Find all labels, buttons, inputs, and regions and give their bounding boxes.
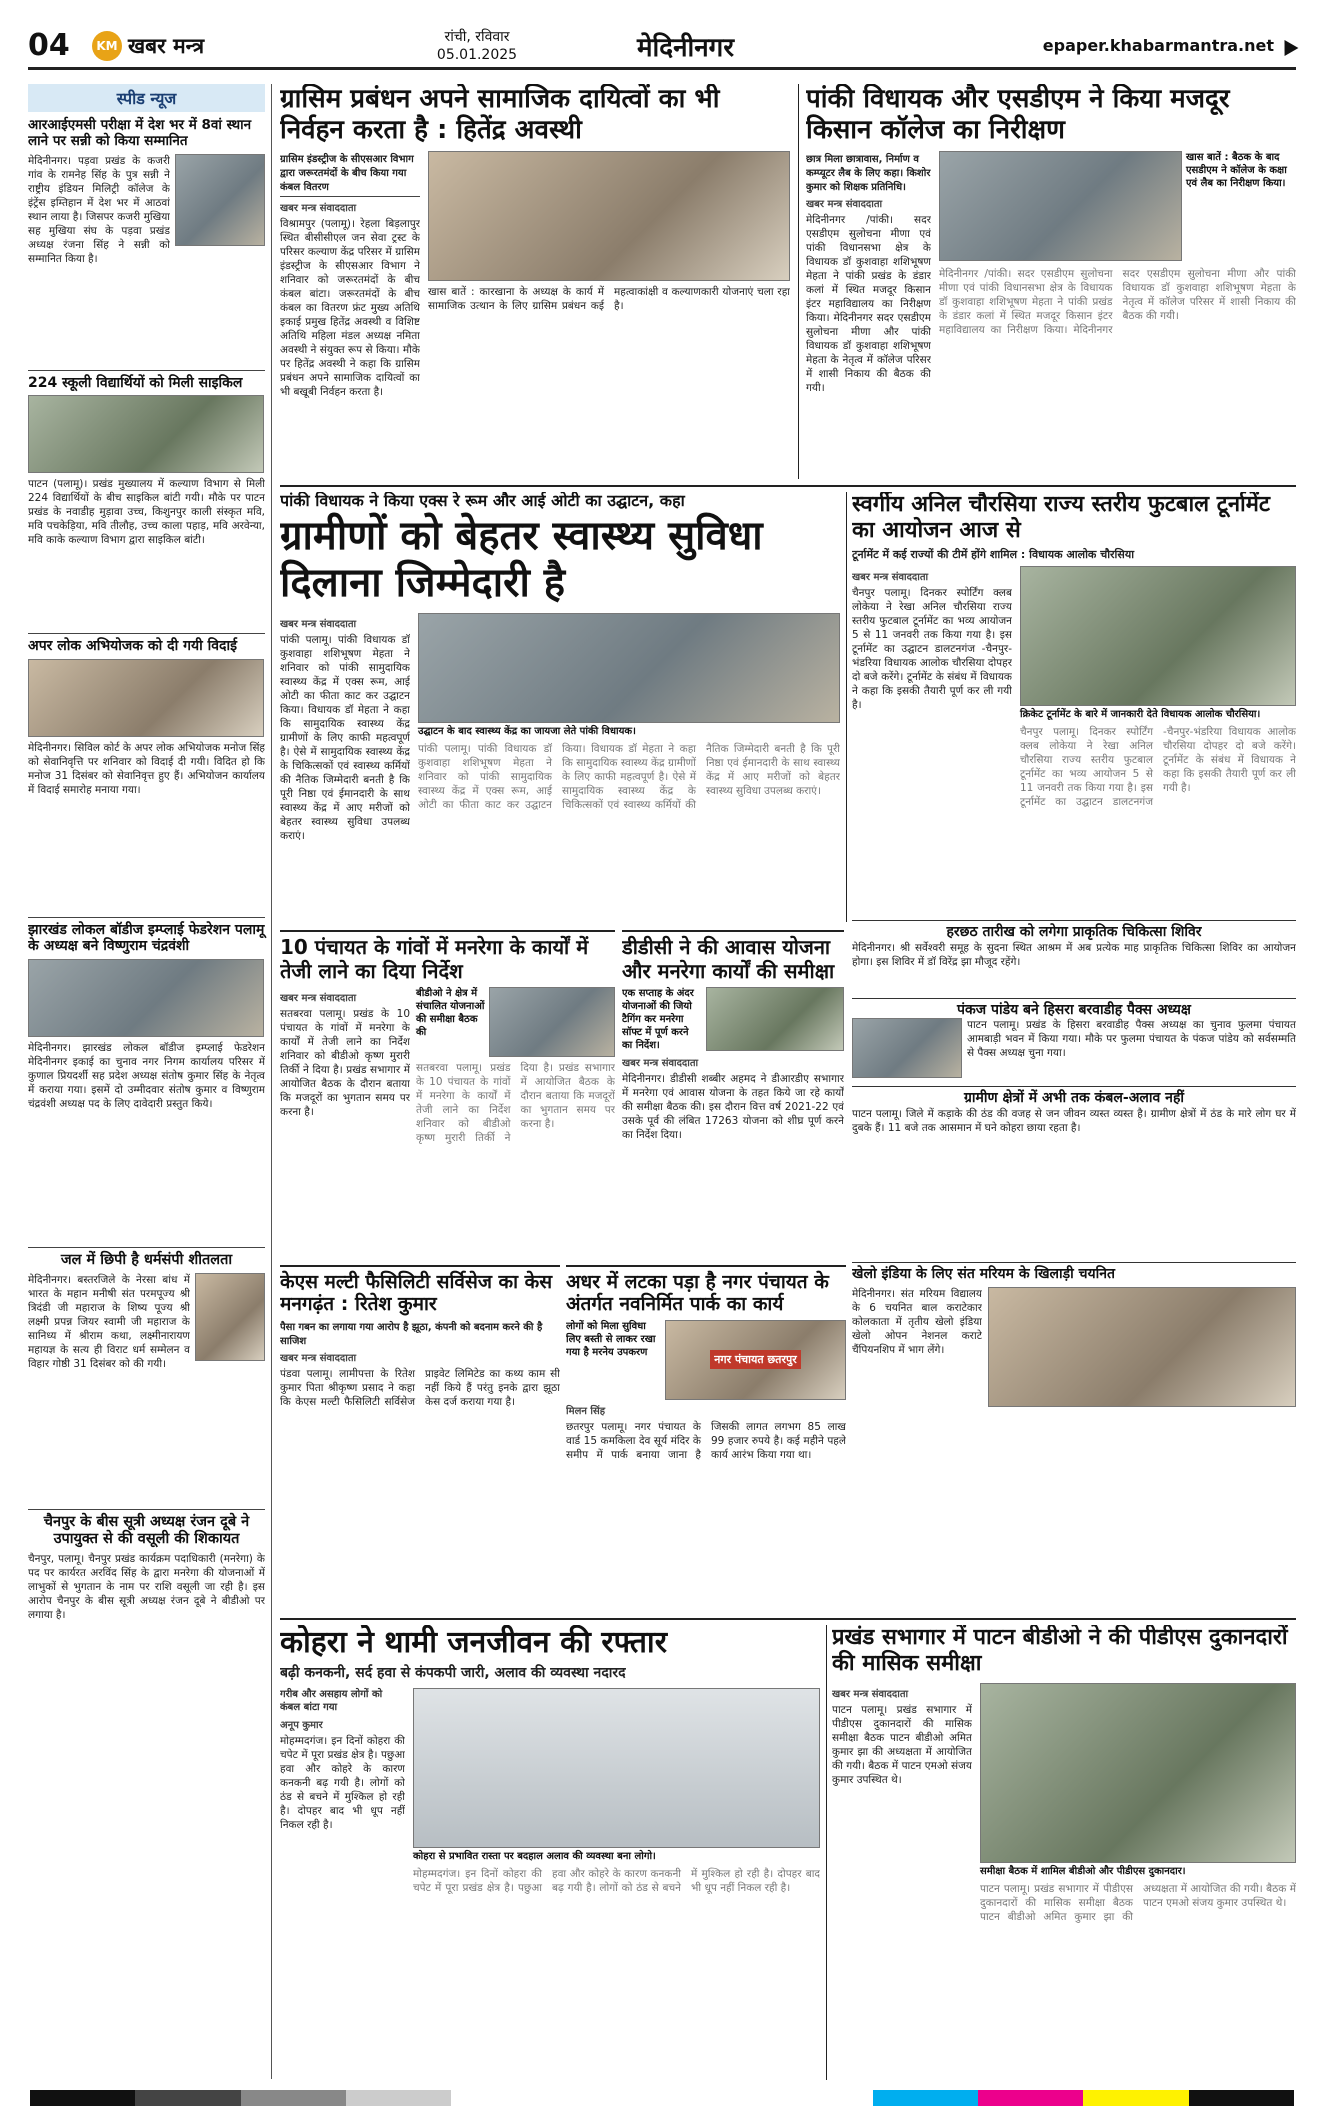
pacs-photo (852, 1018, 962, 1078)
issue-date: 05.01.2025 (436, 46, 518, 63)
article-byline: खबर मन्त्र संवाददाता (280, 993, 357, 1005)
article-caption: कोहरा से प्रभावित रास्ता पर बदहाल अलाव की व्यवस्था बना लोगो। (413, 1850, 820, 1863)
article-kicker: पांकी विधायक ने किया एक्स रे रूम और आई ओटी का उद्घाटन, कहा (280, 492, 685, 510)
article-khelo-india (852, 1262, 1296, 1542)
article-ks-multi (280, 1265, 560, 1615)
speed-news-column (28, 84, 272, 2079)
article-headline: डीडीसी ने की आवास योजना और मनरेगा कार्यों की समीक्षा (622, 935, 835, 983)
news-item-body: मेदिनीनगर। पड़वा प्रखंड के कजरी गांव के रामनेह सिंह के पुत्र सन्नी ने राष्ट्रीय इंडियन मिलिट्री कॉलेज के इंट्रेंस इम्तिहान में देश भर में आठवां स्थान लाया है। जिसपर कजरी मुखिया सह मुखिया संघ के पड़वा प्रखंड अध्यक्ष रंजना सिंह ने सन्नी को सम्मानित किया है। (28, 154, 170, 265)
news-item-body: चैनपुर, पलामू। चैनपुर प्रखंड कार्यक्रम पदाधिकारी (मनरेगा) के पद पर कार्यरत अरविंद सिंह के द्वारा मनरेगा की योजनाओं में लाभुकों से भुगतान के नाम पर राशि वसूली जा रही है। इस आरोप चैनपुर के बीस सूत्री अध्यक्ष रंजन दूबे ने बीडीओ पर लगाया है। (28, 1553, 265, 1622)
news-item-sunny (28, 118, 265, 364)
brief-body: पाटन पलामू। प्रखंड के हिसरा बरवाडीह पैक्स अध्यक्ष का चुनाव फुलमा पंचायत आमबाड़ी भवन में किया गया। मौके पर फुलमा पंचायत के पंकज पांडेय को सर्वसम्मति से पैक्स अध्यक्ष चुना गया। (967, 1019, 1296, 1060)
article-panki-college (806, 84, 1296, 482)
brief-headline: ग्रामीण क्षेत्रों में अभी तक कंबल-अलाव नहीं (963, 1090, 1185, 1107)
article-subdeck: ग्रासिम इंडस्ट्रीज के सीएसआर विभाग द्वारा जरूरतमंदों के बीच किया गया कंबल वितरण (280, 151, 420, 197)
section-rule (280, 1618, 1296, 1620)
column-rule (846, 492, 847, 922)
location-day: रांची, रविवार (444, 28, 510, 45)
news-item-federation (28, 917, 265, 1241)
brief-headline: पंकज पांडेय बने हिसरा बरवाडीह पैक्स अध्यक्ष (957, 1001, 1191, 1018)
article-caption: उद्घाटन के बाद स्वास्थ्य केंद्र का जायजा लेते पांकी विधायक। (418, 725, 840, 738)
article-body-continued: चैनपुर पलामू। दिनकर स्पोर्टिंग क्लब लोकेया ने रेखा अनिल चौरसिया राज्य स्तरीय फुटबाल टूर्नामेंट का भव्य आयोजन 5 से 11 जनवरी तक किया गया है। इस टूर्नामेंट का उद्घाटन डालटनगंज -चैनपुर-भंडरिया विधायक आलोक चौरसिया दोपहर दो बजे करेंगे। टूर्नामेंट के संबंध में विधायक ने कहा कि इसकी तैयारी पूर्ण कर ली गयी है। (1020, 725, 1296, 808)
article-headline: कोहरा ने थामी जनजीवन की रफ्तार (280, 1625, 667, 1660)
article-byline: खबर मन्त्र संवाददाता (280, 619, 357, 631)
cursor-icon (1278, 35, 1299, 55)
article-caption: क्रिकेट टूर्नामेंट के बारे में जानकारी देते विधायक आलोक चौरसिया। (1020, 708, 1296, 721)
article-football (852, 492, 1296, 912)
article-byline: खबर मन्त्र संवाददाता (852, 571, 929, 583)
news-item-headline: चैनपुर के बीस सूत्री अध्यक्ष रंजन दूबे ने उपायुक्त से की वसूली की शिकायत (43, 1514, 250, 1548)
article-body-continued: सतबरवा पलामू। प्रखंड के 10 पंचायत के गांवों में मनरेगा के कार्यों में तेजी लाने का निर्देश शनिवार को बीडीओ कृष्ण मुरारी तिर्की ने दिया है। प्रखंड सभागार में आयोजित बैठक के दौरान बताया कि मजदूरों का भुगतान समय पर करना है। (416, 1062, 615, 1145)
article-headline: 10 पंचायत के गांवों में मनरेगा के कार्यों में तेजी लाने का दिया निर्देश (280, 935, 589, 983)
karate-team-photo (988, 1287, 1296, 1407)
article-panki-health (280, 492, 840, 922)
football-meeting-photo (1020, 566, 1296, 706)
article-byline: खबर मन्त्र संवाददाता (806, 199, 883, 211)
news-item-headline: अपर लोक अभियोजक को दी गयी विदाई (28, 638, 237, 655)
news-item-farewell (28, 633, 265, 911)
article-body: मेदिनीनगर /पांकी। सदर एसडीएम सुलोचना मीणा एवं पांकी विधानसभा क्षेत्र के विधायक डॉ कुशवाहा शशिभूषण मेहता ने पांकी प्रखंड के डंडार कलां में स्थित मजदूर किसान इंटर महाविद्यालय का निरीक्षण किया। मेदिनीनगर सदर एसडीएम सुलोचना मीणा और पांकी विधायक डॉ कुशवाहा शशिभूषण मेहता के नेतृत्व में कॉलेज परिसर में शासी निकाय की बैठक की गयी। (806, 214, 931, 395)
article-mgnrega (280, 930, 615, 1260)
article-headline: केएस मल्टी फैसिलिटी सर्विसेज का केस मनगढ़ंत : रितेश कुमार (280, 1271, 553, 1316)
print-registration-bar (30, 2090, 1294, 2106)
news-item-dharma (28, 1247, 265, 1503)
brief-body: पाटन पलामू। जिले में कड़ाके की ठंड की वजह से जन जीवन व्यस्त व्यस्त है। ग्रामीण क्षेत्रों में ठंड के मारे लोग घर में दुबके हैं। 11 बजे तक आसमान में घने कोहरा छाया रहता है। (852, 1107, 1296, 1134)
article-subdeck: टूर्नामेंट में कई राज्यों की टीमें होंगे शामिल : विधायक आलोक चौरसिया (852, 547, 1135, 561)
article-body: सतबरवा पलामू। प्रखंड के 10 पंचायत के गांवों में मनरेगा के कार्यों में तेजी लाने का निर्देश शनिवार को बीडीओ कृष्ण मुरारी तिर्की ने दिया है। प्रखंड सभागार में आयोजित बैठक के दौरान बताया कि मजदूरों का भुगतान समय पर करना है। (280, 1008, 410, 1119)
ddc-meeting-photo (706, 987, 844, 1051)
article-byline: खबर मन्त्र संवाददाता (280, 1352, 357, 1364)
swami-portrait (195, 1273, 265, 1361)
column-rule (798, 84, 799, 479)
article-headline: प्रखंड सभागार में पाटन बीडीओ ने की पीडीएस दुकानदारों की मासिक समीक्षा (832, 1625, 1288, 1676)
article-body: विश्रामपुर (पलामू)। रेहला बिड़लापुर स्थित बीसीसीएल जन सेवा ट्रस्ट के परिसर कल्याण केंद्र परिसर में ग्रासिम इंडस्ट्रीज के सीएसआर विभाग ने शनिवार को जरूरतमंदों के बीच कंबल बांटा। जरूरतमंदों के बीच कंबल का वितरण फ्रंट मुख्य अतिथि इकाई प्रमुख हितेंद्र अवस्थी व विशिष्ट अतिथि महिला मंडल अध्यक्ष नमिता अवस्थी ने संयुक्त रूप से किया। मौके पर हितेंद्र अवस्थी ने कहा कि ग्रासिम प्रबंधन अपने सामाजिक दायित्वों का भी बखूबी निर्वहन करता है। (280, 218, 420, 399)
article-subdeck-secondary: गरीब और असहाय लोगों को कंबल बांटा गया (280, 1688, 405, 1714)
column-rule (826, 1625, 827, 2080)
article-pds (832, 1625, 1296, 2080)
article-body: पाटन पलामू। प्रखंड सभागार में पीडीएस दुकानदारों की मासिक समीक्षा बैठक पाटन बीडीओ अमित कुमार झा की अध्यक्षता में आयोजित की गयी। बैठक में पाटन एमओ संजय कुमार उपस्थित थे। (832, 1703, 972, 1786)
article-body-continued: मोहम्मदगंज। इन दिनों कोहरा की चपेट में पूरा प्रखंड क्षेत्र है। पछुआ हवा और कोहरे के कारण कनकनी बढ़ गयी है। लोगों को ठंड से बचने में मुश्किल हो रही है। दोपहर बाद भी धूप नहीं निकल रही है। (413, 1868, 820, 1895)
masthead (28, 24, 1296, 70)
news-item-body: मेदिनीनगर। बस्तरजिले के नेरसा बांध में भारत के महान मनीषी संत परमपूज्य श्री त्रिदंडी जी महाराज के शिष्य पूज्य श्री लक्ष्मी प्रपन्न जियर स्वामी जी महाराज के सानिध्य में श्रीराम कथा, लक्ष्मीनारायण महायज्ञ के सत्य ही विराट धर्म सम्मेलन व विहार गोष्ठी 31 दिसंबर को की गयी। (28, 1274, 190, 1371)
cycle-distribution-photo (28, 395, 264, 473)
article-byline: खबर मन्त्र संवाददाता (622, 1058, 699, 1070)
dateline (402, 28, 552, 64)
brief-headline: हरछठ तारीख को लगेगा प्राकृतिक चिकित्सा शिविर (946, 924, 1202, 940)
article-body: मेदिनीनगर। संत मरियम विद्यालय के 6 चयनित बाल कराटेकार कोलकाता में तृतीय खेलो इंडिया खेलो ओपन नेशनल कराटे चैंपियनशिप में भाग लेंगे। (852, 1287, 982, 1356)
article-headline: अधर में लटका पड़ा है नगर पंचायत के अंतर्गत नवनिर्मित पार्क का कार्य (566, 1271, 829, 1316)
article-body: छतरपुर पलामू। नगर पंचायत के वार्ड 15 कमकिला देव सूर्य मंदिर के समीप में पार्क बनाया जाना है जिसकी लागत लगभग 85 लाख 99 हजार रुपये है। कई महीने पहले कार्य आरंभ किया गया था। (566, 1420, 846, 1461)
article-headline: स्वर्गीय अनिल चौरसिया राज्य स्तरीय फुटबाल टूर्नामेंट का आयोजन आज से (852, 492, 1270, 543)
edition-name: मेदिनीनगर (637, 32, 734, 63)
park-photo (665, 1320, 846, 1400)
foggy-road-photo (413, 1688, 820, 1848)
federation-photo (28, 959, 264, 1037)
news-item-body: मेदिनीनगर। सिविल कोर्ट के अपर लोक अभियोजक मनोज सिंह को सेवानिवृत्ति पर शनिवार को विदाई दी गयी। विदित हो कि मनोज 31 दिसंबर को सेवानिवृत्त हुए हैं। अभियोजन कार्यालय में विदाई समारोह मनाया गया। (28, 741, 265, 796)
article-subdeck: पैसा गबन का लगाया गया आरोप है झूठा, कंपनी को बदनाम करने की है साजिश (280, 1321, 543, 1347)
news-item-complaint (28, 1509, 265, 1732)
article-subdeck: लोगों को मिला सुविधा लिए बस्ती से लाकर रखा गया है मरनेय उपकरण (566, 1320, 661, 1400)
bdo-meeting-photo (489, 987, 615, 1057)
article-ddc (622, 930, 844, 1260)
article-body: चैनपुर पलामू। दिनकर स्पोर्टिंग क्लब लोकेया ने रेखा अनिल चौरसिया राज्य स्तरीय फुटबाल टूर्नामेंट का भव्य आयोजन 5 से 11 जनवरी तक किया गया है। इस टूर्नामेंट का उद्घाटन डालटनगंज -चैनपुर-भंडरिया विधायक आलोक चौरसिया दोपहर दो बजे करेंगे। टूर्नामेंट के संबंध में विधायक ने कहा कि इसकी तैयारी पूर्ण कर ली गयी है। (852, 586, 1012, 711)
news-item-body: पाटन (पलामू)। प्रखंड मुख्यालय में कल्याण विभाग से मिली 224 विद्यार्थियों के बीच साइकिल बांटी गयी। मौके पर पाटन प्रखंड के नवाडीह मुड़ावा उच्च, किशुनपुर काली संस्कृत मवि, मवि पचकेड़िया, मवि तीलौह, उच्च काला पहाड़, मवि अरवेन्या, मवि काके कल्याण विभाग द्वारा साइकिल बांटी। (28, 478, 265, 547)
article-body: मोहम्मदगंज। इन दिनों कोहरा की चपेट में पूरा प्रखंड क्षेत्र है। पछुआ हवा और कोहरे के कारण कनकनी बढ़ गयी है। लोगों को ठंड से बचने में मुश्किल हो रही है। दोपहर बाद भी धूप नहीं निकल रही है। (280, 1735, 405, 1832)
article-headline: ग्रामीणों को बेहतर स्वास्थ्य सुविधा दिलाना जिम्मेदारी है (280, 512, 763, 607)
pds-meeting-photo (980, 1683, 1296, 1863)
health-center-photo (418, 613, 840, 723)
article-body: पंडवा पलामू। लामीपत्ता के रितेश कुमार पिता श्रीकृष्ण प्रसाद ने कहा कि केएस मल्टी फैसिलिटी सर्विसेज प्राइवेट लिमिटेड का कथ्य काम सी नहीं किये हैं परंतु इनके द्वारा झूठा केस दर्ज कराया गया है। (280, 1367, 560, 1408)
article-body-continued: मेदिनीनगर /पांकी। सदर एसडीएम सुलोचना मीणा एवं पांकी विधानसभा क्षेत्र के विधायक डॉ कुशवाहा शशिभूषण मेहता ने पांकी प्रखंड के डंडार कलां में स्थित मजदूर किसान इंटर महाविद्यालय का निरीक्षण किया। मेदिनीनगर सदर एसडीएम सुलोचना मीणा और पांकी विधायक डॉ कुशवाहा शशिभूषण मेहता के नेतृत्व में कॉलेज परिसर में शासी निकाय की बैठक की गयी। (939, 268, 1296, 337)
website-text[interactable]: epaper.khabarmantra.net (1042, 36, 1274, 55)
article-caption: खास बातें : कारखाना के अध्यक्ष के कार्य में सामाजिक उत्थान के लिए ग्रासिम प्रबंधन कई महत्वाकांक्षी व कल्याणकारी योजनाएं चला रहा है। (428, 286, 790, 313)
article-fog (280, 1625, 820, 2080)
college-inspection-photo (939, 151, 1182, 261)
news-item-headline: जल में छिपी है धर्मसंपी शीतलता (60, 1251, 233, 1268)
article-headline: ग्रासिम प्रबंधन अपने सामाजिक दायित्वों का भी निर्वहन करता है : हितेंद्र अवस्थी (280, 84, 720, 145)
park-sign: नगर पंचायत छतरपुर (710, 1350, 800, 1369)
article-byline: मिलन सिंह (566, 1405, 606, 1417)
article-grasim (280, 84, 790, 482)
speed-news-label: स्पीड न्यूज (28, 84, 265, 112)
article-body-continued: पांकी पलामू। पांकी विधायक डॉ कुशवाहा शशिभूषण मेहता ने शनिवार को पांकी सामुदायिक स्वास्थ्य केंद्र में एक्स रूम, आई ओटी का फीता काट कर उद्घाटन किया। विधायक डॉ मेहता ने कहा कि सामुदायिक स्वास्थ्य केंद्र ग्रामीणों के लिए काफी महत्वपूर्ण है। ऐसे में सामुदायिक स्वास्थ्य केंद्र के चिकित्सकों एवं स्वास्थ्य कर्मियों की नैतिक जिम्मेदारी बनती है कि पूरी निष्ठा एवं ईमानदारी के साथ स्वास्थ्य केंद्र में आए मरीजों को बेहतर स्वास्थ्य सुविधा उपलब्ध कराएं। (418, 743, 840, 812)
news-item-headline: 224 स्कूली विद्यार्थियों को मिली साइकिल (28, 374, 243, 391)
article-body: पांकी पलामू। पांकी विधायक डॉ कुशवाहा शशिभूषण मेहता ने शनिवार को पांकी सामुदायिक स्वास्थ्य केंद्र में एक्स रूम, आई ओटी का फीता काट कर उद्घाटन किया। विधायक डॉ मेहता ने कहा कि सामुदायिक स्वास्थ्य केंद्र ग्रामीणों के लिए काफी महत्वपूर्ण है। ऐसे में सामुदायिक स्वास्थ्य केंद्र के चिकित्सकों एवं स्वास्थ्य कर्मियों की नैतिक जिम्मेदारी बनती है कि पूरी निष्ठा एवं ईमानदारी के साथ स्वास्थ्य केंद्र में आए मरीजों को बेहतर स्वास्थ्य सुविधा उपलब्ध कराएं। (280, 634, 410, 843)
news-item-body: मेदिनीनगर। झारखंड लोकल बॉडीज इम्प्लाई फेडरेशन मेदिनीनगर इकाई का चुनाव नगर निगम कार्यालय परिसर में कुणाल प्रियदर्शी सह प्रदेश अध्यक्ष संतोष कुमार सिंह के नेतृत्व में कराया गया। इसमें दो उम्मीदवार संतोष कुमार व विष्णुराम चंद्रवंशी अध्यक्ष पद के लिए दावेदारी प्रस्तुत किये। (28, 1041, 265, 1110)
brief-body: मेदिनीनगर। श्री सर्वेश्वरी समूह के सुदना स्थित आश्रम में अब प्रत्येक माह प्राकृतिक चिकित्सा शिविर का आयोजन होगा। इस शिविर में डॉ विरेंद्र झा मौजूद रहेंगे। (852, 941, 1296, 968)
right-briefs (852, 920, 1296, 1260)
article-park (566, 1265, 846, 1615)
brand-logo-icon: KM (92, 31, 122, 61)
article-caption: खास बातें : बैठक के बाद एसडीएम ने कॉलेज के कक्षा एवं लैब का निरीक्षण किया। (1186, 151, 1296, 261)
blanket-distribution-photo (428, 151, 790, 281)
page-number: 04 (28, 28, 70, 63)
farewell-photo (28, 659, 264, 737)
brand-block (92, 31, 292, 61)
news-item-headline: झारखंड लोकल बॉडीज इम्प्लाई फेडरेशन पलामू के अध्यक्ष बने विष्णुराम चंद्रवंशी (28, 921, 265, 955)
article-byline: खबर मन्त्र संवाददाता (280, 203, 357, 215)
article-body-continued: पाटन पलामू। प्रखंड सभागार में पीडीएस दुकानदारों की मासिक समीक्षा बैठक पाटन बीडीओ अमित कुमार झा की अध्यक्षता में आयोजित की गयी। बैठक में पाटन एमओ संजय कुमार उपस्थित थे। (980, 1882, 1296, 1923)
article-caption: समीक्षा बैठक में शामिल बीडीओ और पीडीएस दुकानदार। (980, 1865, 1296, 1878)
website-link[interactable] (1043, 36, 1296, 55)
section-rule (280, 485, 1296, 487)
article-subdeck: बीडीओ ने क्षेत्र में संचालित योजनाओं की समीक्षा बैठक की (416, 987, 486, 1057)
news-item-headline: आरआईएमसी परीक्षा में देश भर में 8वां स्थान लाने पर सन्नी को किया सम्मानित (28, 117, 252, 149)
article-subdeck: एक सप्ताह के अंदर योजनाओं की जियो टैगिंग कर मनरेगा सॉफ्ट में पूर्ण करने का निर्देश। (622, 987, 702, 1052)
news-item-cycle (28, 370, 265, 628)
article-body: मेदिनीनगर। डीडीसी शब्बीर अहमद ने डीआरडीए सभागार में मनरेगा एवं आवास योजना के तहत किये जा रहे कार्यों की समीक्षा बैठक की। इस दौरान वित्त वर्ष 2021-22 एवं उसके पूर्व की लंबित 17263 योजना को शीघ्र पूर्ण करने का निर्देश दिया। (622, 1073, 844, 1142)
article-subdeck: बढ़ी कनकनी, सर्द हवा से कंपकपी जारी, अलाव की व्यवस्था नदारद (280, 1665, 626, 1682)
article-subdeck: छात्र मिला छात्रावास, निर्माण व कम्प्यूटर लैब के लिए कहा। किशोर कुमार को शिक्षक प्रतिनिधि। (806, 154, 931, 194)
award-photo (175, 154, 265, 246)
brand-name: खबर मन्त्र (128, 33, 205, 58)
article-byline: खबर मन्त्र संवाददाता (832, 1688, 909, 1700)
article-byline: अनूप कुमार (280, 1720, 323, 1732)
article-headline: पांकी विधायक और एसडीएम ने किया मजदूर किसान कॉलेज का निरीक्षण (806, 84, 1230, 145)
article-headline: खेलो इंडिया के लिए संत मरियम के खिलाड़ी चयनित (852, 1266, 1116, 1282)
